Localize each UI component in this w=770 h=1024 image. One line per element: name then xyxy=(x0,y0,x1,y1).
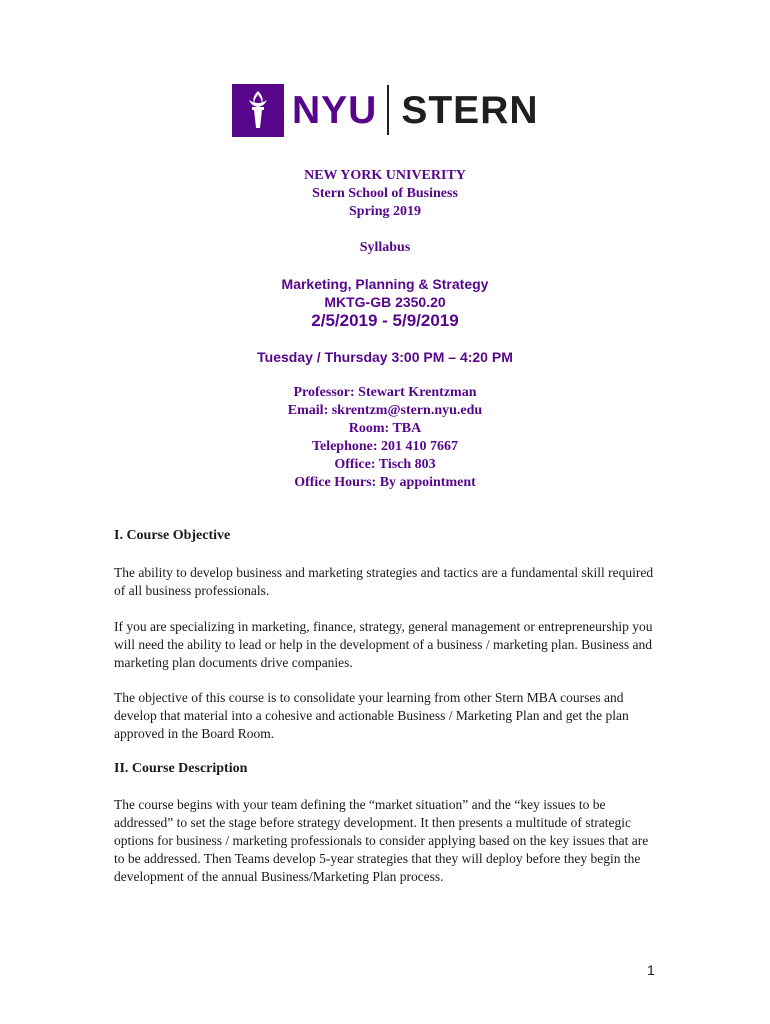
course-title: Marketing, Planning & Strategy xyxy=(281,276,489,292)
course-schedule: Tuesday / Thursday 3:00 PM – 4:20 PM xyxy=(257,349,513,365)
objective-paragraph-3: The objective of this course is to consolidate your learning from other Stern MBA courses and develop that material into a cohesive and actionable Business / Marketing Plan and get the plan approved in the Board Room. xyxy=(114,690,629,741)
objective-paragraph-2: If you are specializing in marketing, finance, strategy, general management or entrepreneurship you will need the ability to lead or help in the development of a business / marketing plan. Business and marketing plan documents drive companies. xyxy=(114,619,653,670)
logo-stern-text: STERN xyxy=(401,88,539,132)
description-paragraph-1: The course begins with your team defining the “market situation” and the “key issues to be addressed” to set the stage before strategy development. It then presents a multitude of strategic options for business / marketing professionals to consider applying based on the key issues that are to be addressed. Then Teams develop 5-year strategies that they will deploy before they begin the development of the annual Business/Marketing Plan process. xyxy=(114,797,649,884)
section-heading-objective: I. Course Objective xyxy=(114,528,231,543)
course-dates: 2/5/2019 - 5/9/2019 xyxy=(311,311,459,330)
torch-icon xyxy=(232,84,284,137)
term: Spring 2019 xyxy=(349,204,421,219)
objective-paragraph-1: The ability to develop business and marketing strategies and tactics are a fundamental skill required of all business professionals. xyxy=(114,565,654,598)
university-name: NEW YORK UNIVERITY xyxy=(304,168,466,183)
section-heading-description: II. Course Description xyxy=(114,761,248,776)
office: Office: Tisch 803 xyxy=(334,457,436,472)
nyu-stern-logo xyxy=(232,82,542,138)
professor-email: Email: skrentzm@stern.nyu.edu xyxy=(287,403,483,418)
telephone: Telephone: 201 410 7667 xyxy=(311,439,459,454)
logo-divider xyxy=(387,85,389,135)
document-type: Syllabus xyxy=(359,240,411,255)
logo-nyu-text: NYU xyxy=(292,88,378,132)
professor-name: Professor: Stewart Krentzman xyxy=(293,385,477,400)
room: Room: TBA xyxy=(348,421,422,436)
course-code: MKTG-GB 2350.20 xyxy=(324,294,446,310)
page-number: 1 xyxy=(647,962,655,978)
school-name: Stern School of Business xyxy=(312,186,458,201)
office-hours: Office Hours: By appointment xyxy=(294,475,476,490)
